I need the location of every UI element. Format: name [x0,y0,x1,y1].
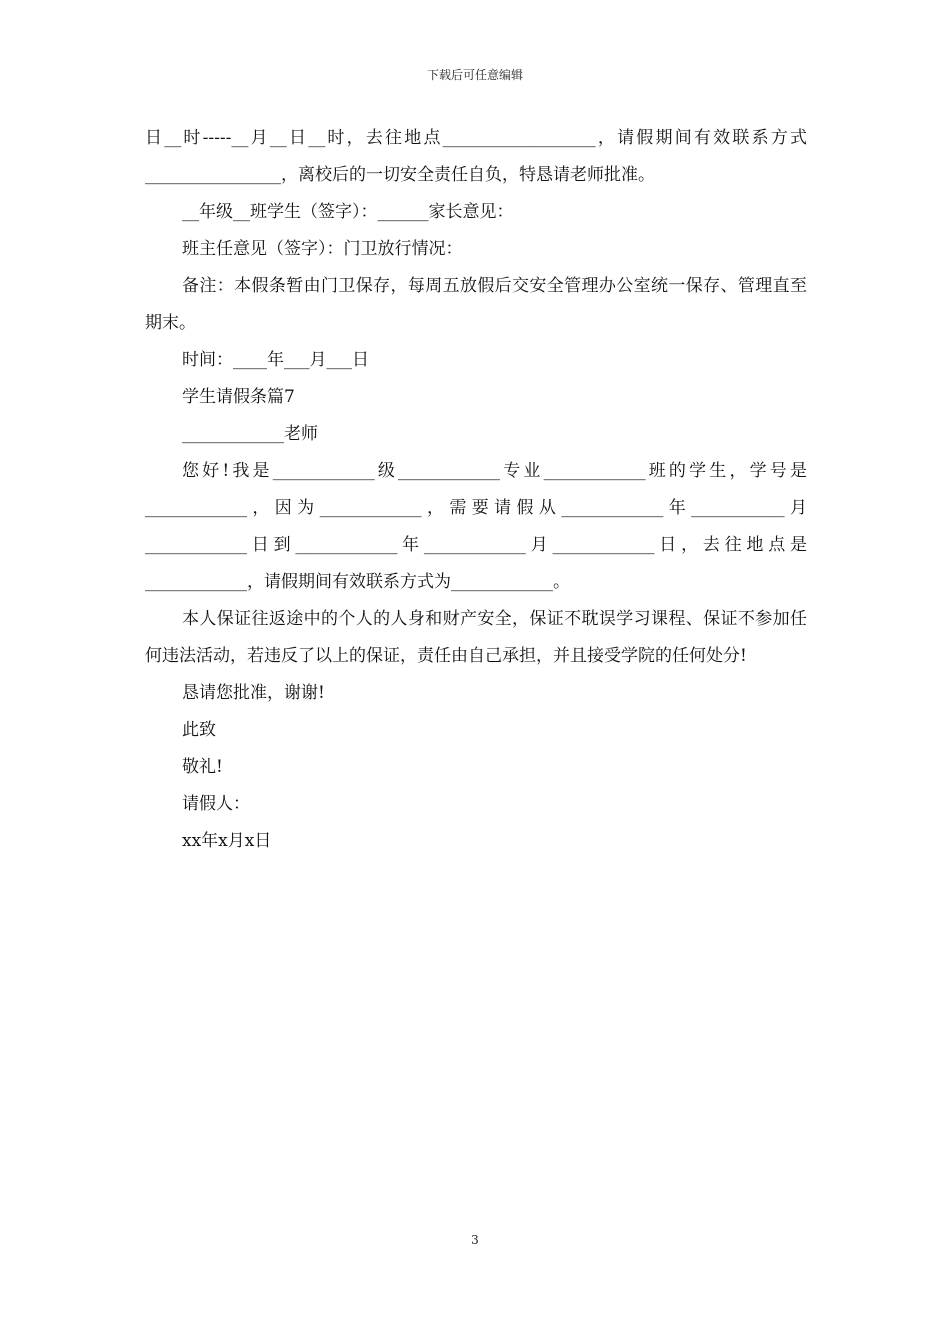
paragraph-guarantee: 本人保证往返途中的个人的人身和财产安全，保证不耽误学习课程、保证不参加任何违法活动，若违反了以上的保证，责任由自己承担，并且接受学院的任何处分! [145,609,807,666]
closing-cizhi: 此致 [182,720,216,740]
paragraph-request-approval: 恳请您批准，谢谢! [182,683,325,703]
paragraph-note: 备注：本假条暂由门卫保存，每周五放假后交安全管理办公室统一保存、管理直至期末。 [145,276,807,333]
salutation-teacher: ____________老师 [182,424,318,444]
paragraph-leave-time-contact: 日__时-----__月__日__时，去往地点__________________，请假期间有效联系方式________________，离校后的一切安全责任自负，特恳请老师批准。 [145,128,807,185]
paragraph-student-signature: __年级__班学生（签字）：______家长意见： [182,202,514,222]
paragraph-teacher-opinion: 班主任意见（签字）：门卫放行情况： [182,239,463,259]
paragraph-request-details: 您好!我是____________级____________专业____________班的学生，学号是____________，因为____________，需要请假从____________年___________月____________日到____________年____________月____________日，去往地点是____________，请假期间有效联系方式为____________。 [145,461,807,592]
page-header: 下载后可任意编辑 [426,68,523,82]
signature-date: xx年x月x日 [182,831,272,851]
section-title: 学生请假条篇7 [182,387,295,407]
page-number: 3 [471,1233,479,1247]
signature-requester: 请假人： [182,794,250,814]
closing-jingli: 敬礼! [182,757,223,777]
document-body [145,120,807,860]
paragraph-date-line: 时间：____年___月___日 [182,350,369,370]
